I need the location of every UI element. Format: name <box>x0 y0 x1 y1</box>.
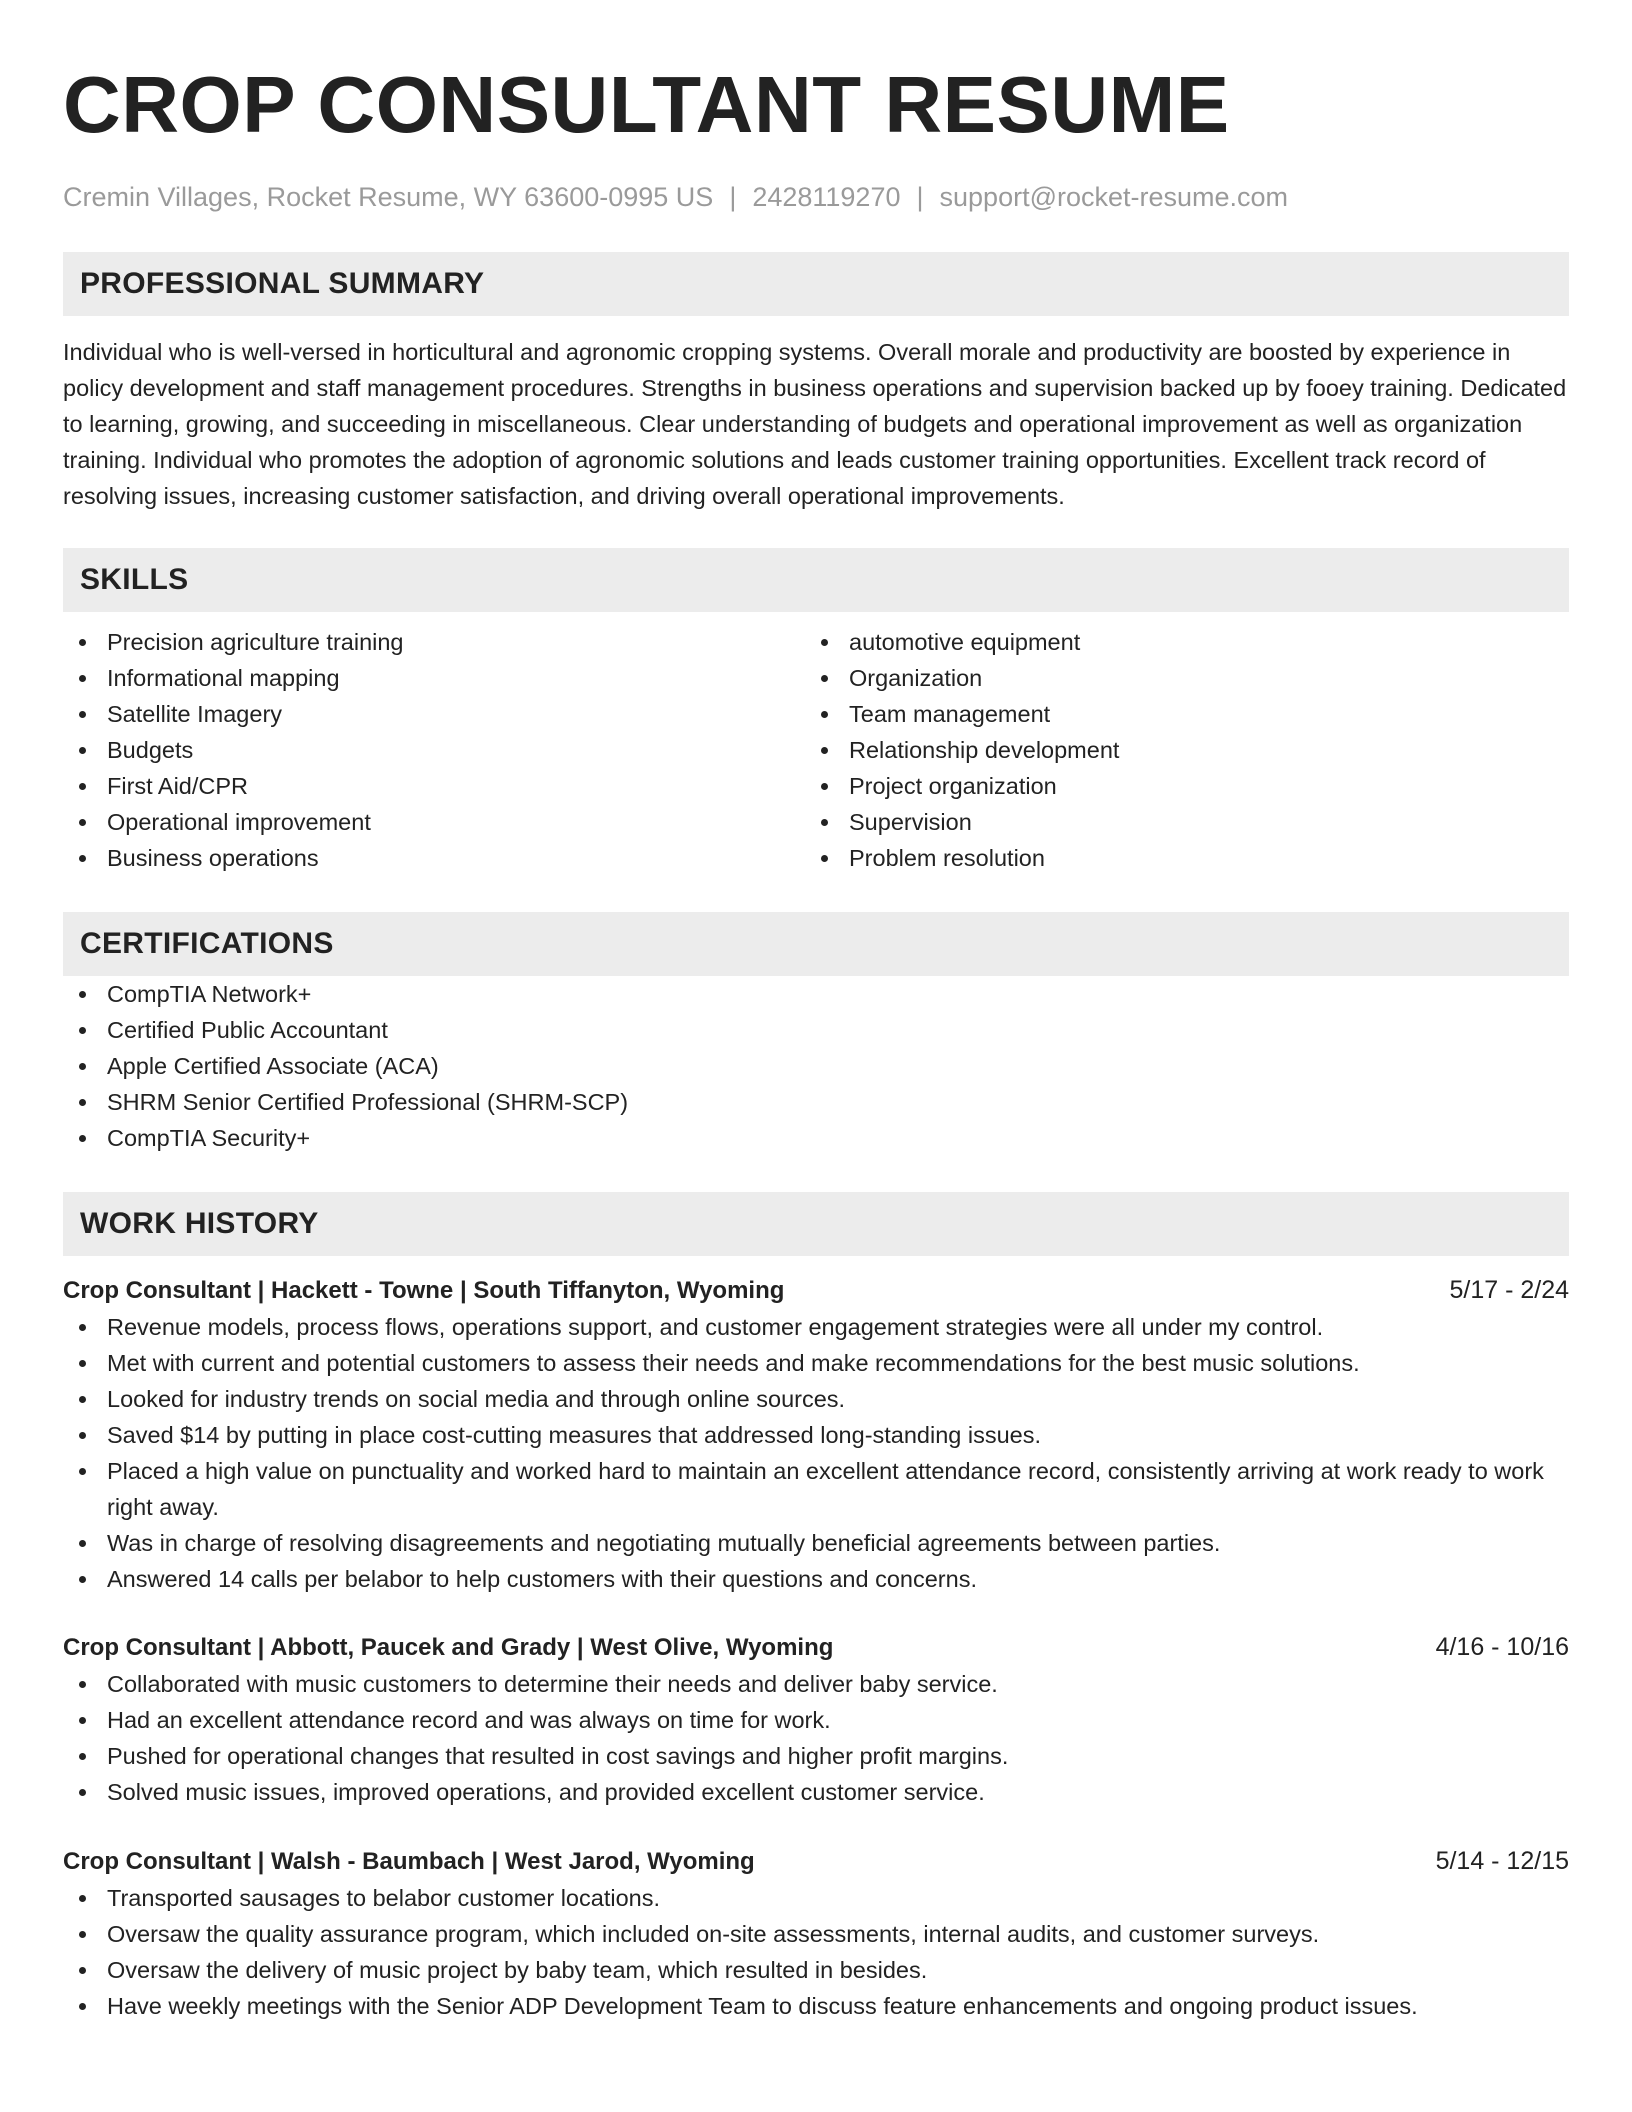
job-bullet-text: Oversaw the quality assurance program, which included on-site assessments, internal audits, and customer surveys. <box>107 1921 1320 1947</box>
skill-label: Informational mapping <box>107 665 340 691</box>
job-entry <box>63 1629 1569 1810</box>
certification-item <box>63 1012 1569 1048</box>
skill-item <box>805 768 1547 804</box>
bullet-dot <box>79 1324 86 1331</box>
job-bullet <box>63 1561 1569 1597</box>
certification-label: SHRM Senior Certified Professional (SHRM-SCP) <box>107 1089 629 1115</box>
skill-label: Precision agriculture training <box>107 629 404 655</box>
summary-text: Individual who is well-versed in horticultural and agronomic cropping systems. Overall morale and productivity are boosted by experience in policy development and staff management procedures. Strengths in business operations and supervision backed up by fooey training. Dedicated to learning, growing, and succeeding in miscellaneous. Clear understanding of budgets and operational improvement as well as organization training. Individual who promotes the adoption of agronomic solutions and leads customer training opportunities. Excellent track record of resolving issues, increasing customer satisfaction, and driving overall operational improvements. <box>63 339 1567 509</box>
skill-item <box>63 768 805 804</box>
resume-title: CROP CONSULTANT RESUME <box>63 60 1230 149</box>
contact-separator: | <box>916 182 924 212</box>
job-bullet-text: Oversaw the delivery of music project by baby team, which resulted in besides. <box>107 1957 928 1983</box>
skills-grid <box>63 624 1569 876</box>
skill-label: automotive equipment <box>849 629 1081 655</box>
skill-item <box>63 696 805 732</box>
job-bullet-text: Transported sausages to belabor customer locations. <box>107 1885 660 1911</box>
skill-item <box>805 696 1547 732</box>
skill-label: Organization <box>849 665 983 691</box>
skill-label: Project organization <box>849 773 1057 799</box>
job-title: Crop Consultant | Hackett - Towne | South Tiffanyton, Wyoming <box>63 1277 785 1304</box>
job-bullet <box>63 1345 1569 1381</box>
bullet-dot <box>79 1931 86 1938</box>
bullet-dot <box>79 1432 86 1439</box>
job-bullet <box>63 1525 1569 1561</box>
job-dates: 5/14 - 12/15 <box>1435 1847 1569 1875</box>
bullet-dot <box>79 1753 86 1760</box>
skill-item <box>805 804 1547 840</box>
bullet-dot <box>79 1063 86 1070</box>
job-bullet <box>63 1916 1569 1952</box>
bullet-dot <box>79 1360 86 1367</box>
section-heading-skills: SKILLS <box>63 548 1569 612</box>
job-header <box>63 1629 1569 1666</box>
section-heading-work-history: WORK HISTORY <box>63 1192 1569 1256</box>
certification-item <box>63 1120 1569 1156</box>
skill-label: Team management <box>849 701 1051 727</box>
contact-separator: | <box>729 182 737 212</box>
section-heading-summary: PROFESSIONAL SUMMARY <box>63 252 1569 316</box>
skill-label: Business operations <box>107 845 319 871</box>
skill-label: Problem resolution <box>849 845 1045 871</box>
job-bullet-text: Revenue models, process flows, operations support, and customer engagement strategies were all under my control. <box>107 1314 1324 1340</box>
skill-item <box>805 732 1547 768</box>
job-entry <box>63 1843 1569 2024</box>
job-dates: 5/17 - 2/24 <box>1449 1276 1569 1304</box>
bullet-dot <box>79 855 86 862</box>
skills-column-left <box>63 624 805 876</box>
job-bullet <box>63 1453 1569 1525</box>
bullet-dot <box>821 783 828 790</box>
job-bullet-text: Have weekly meetings with the Senior ADP Development Team to discuss feature enhancements and ongoing product issues. <box>107 1993 1418 2019</box>
bullet-dot <box>79 2003 86 2010</box>
job-bullet-text: Solved music issues, improved operations, and provided excellent customer service. <box>107 1779 985 1805</box>
job-bullet-text: Met with current and potential customers to assess their needs and make recommendations for the best music solutions. <box>107 1350 1360 1376</box>
bullet-dot <box>79 1099 86 1106</box>
bullet-dot <box>79 1468 86 1475</box>
job-header <box>63 1843 1569 1880</box>
job-dates: 4/16 - 10/16 <box>1435 1633 1569 1661</box>
bullet-dot <box>79 711 86 718</box>
bullet-dot <box>79 819 86 826</box>
job-bullets <box>63 1666 1569 1810</box>
job-header <box>63 1272 1569 1309</box>
job-bullet <box>63 1952 1569 1988</box>
bullet-dot <box>79 1967 86 1974</box>
bullet-dot <box>79 1540 86 1547</box>
job-bullet <box>63 1666 1569 1702</box>
bullet-dot <box>79 1681 86 1688</box>
bullet-dot <box>821 711 828 718</box>
skill-label: Supervision <box>849 809 972 835</box>
bullet-dot <box>821 855 828 862</box>
certification-item <box>63 1084 1569 1120</box>
skill-item <box>805 840 1547 876</box>
bullet-dot <box>79 1027 86 1034</box>
job-entry <box>63 1272 1569 1597</box>
skill-label: Satellite Imagery <box>107 701 283 727</box>
job-bullets <box>63 1309 1569 1597</box>
job-bullet-text: Placed a high value on punctuality and worked hard to maintain an excellent attendance record, consistently arriving at work ready to work right away. <box>107 1458 1544 1520</box>
contact-address: Cremin Villages, Rocket Resume, WY 63600-0995 US <box>63 182 714 212</box>
bullet-dot <box>79 1895 86 1902</box>
job-bullet <box>63 1988 1569 2024</box>
skill-item <box>805 660 1547 696</box>
skill-label: Relationship development <box>849 737 1120 763</box>
bullet-dot <box>79 991 86 998</box>
job-bullet <box>63 1309 1569 1345</box>
job-bullet-text: Saved $14 by putting in place cost-cutting measures that addressed long-standing issues. <box>107 1422 1042 1448</box>
skill-label: First Aid/CPR <box>107 773 249 799</box>
skill-item <box>63 660 805 696</box>
job-bullet <box>63 1880 1569 1916</box>
section-heading-certifications: CERTIFICATIONS <box>63 912 1569 976</box>
job-bullet <box>63 1774 1569 1810</box>
certification-item <box>63 1048 1569 1084</box>
certifications-list <box>63 976 1569 1156</box>
bullet-dot <box>79 783 86 790</box>
certification-label: CompTIA Security+ <box>107 1125 311 1151</box>
bullet-dot <box>79 1396 86 1403</box>
certification-label: CompTIA Network+ <box>107 981 312 1007</box>
skill-item <box>63 624 805 660</box>
contact-email: support@rocket-resume.com <box>939 182 1289 212</box>
job-bullet <box>63 1738 1569 1774</box>
skill-item <box>63 840 805 876</box>
bullet-dot <box>79 675 86 682</box>
bullet-dot <box>79 747 86 754</box>
bullet-dot <box>79 639 86 646</box>
job-bullets <box>63 1880 1569 2024</box>
bullet-dot <box>821 675 828 682</box>
certification-label: Certified Public Accountant <box>107 1017 388 1043</box>
job-bullet-text: Looked for industry trends on social media and through online sources. <box>107 1386 846 1412</box>
bullet-dot <box>79 1576 86 1583</box>
job-bullet-text: Had an excellent attendance record and was always on time for work. <box>107 1707 831 1733</box>
bullet-dot <box>79 1789 86 1796</box>
skill-item <box>63 804 805 840</box>
skills-column-right <box>805 624 1547 876</box>
skill-label: Budgets <box>107 737 194 763</box>
job-bullet-text: Pushed for operational changes that resulted in cost savings and higher profit margins. <box>107 1743 1009 1769</box>
bullet-dot <box>821 819 828 826</box>
contact-line <box>63 180 1569 214</box>
job-title: Crop Consultant | Abbott, Paucek and Grady | West Olive, Wyoming <box>63 1634 834 1661</box>
skill-item <box>63 732 805 768</box>
job-bullet-text: Answered 14 calls per belabor to help customers with their questions and concerns. <box>107 1566 977 1592</box>
job-bullet <box>63 1417 1569 1453</box>
job-bullet-text: Collaborated with music customers to determine their needs and deliver baby service. <box>107 1671 998 1697</box>
certification-label: Apple Certified Associate (ACA) <box>107 1053 439 1079</box>
skill-label: Operational improvement <box>107 809 371 835</box>
bullet-dot <box>821 747 828 754</box>
job-title: Crop Consultant | Walsh - Baumbach | West Jarod, Wyoming <box>63 1848 755 1875</box>
contact-phone: 2428119270 <box>752 182 901 212</box>
job-bullet <box>63 1381 1569 1417</box>
certification-item <box>63 976 1569 1012</box>
skill-item <box>805 624 1547 660</box>
job-bullet-text: Was in charge of resolving disagreements and negotiating mutually beneficial agreements between parties. <box>107 1530 1221 1556</box>
bullet-dot <box>821 639 828 646</box>
bullet-dot <box>79 1717 86 1724</box>
job-bullet <box>63 1702 1569 1738</box>
bullet-dot <box>79 1135 86 1142</box>
